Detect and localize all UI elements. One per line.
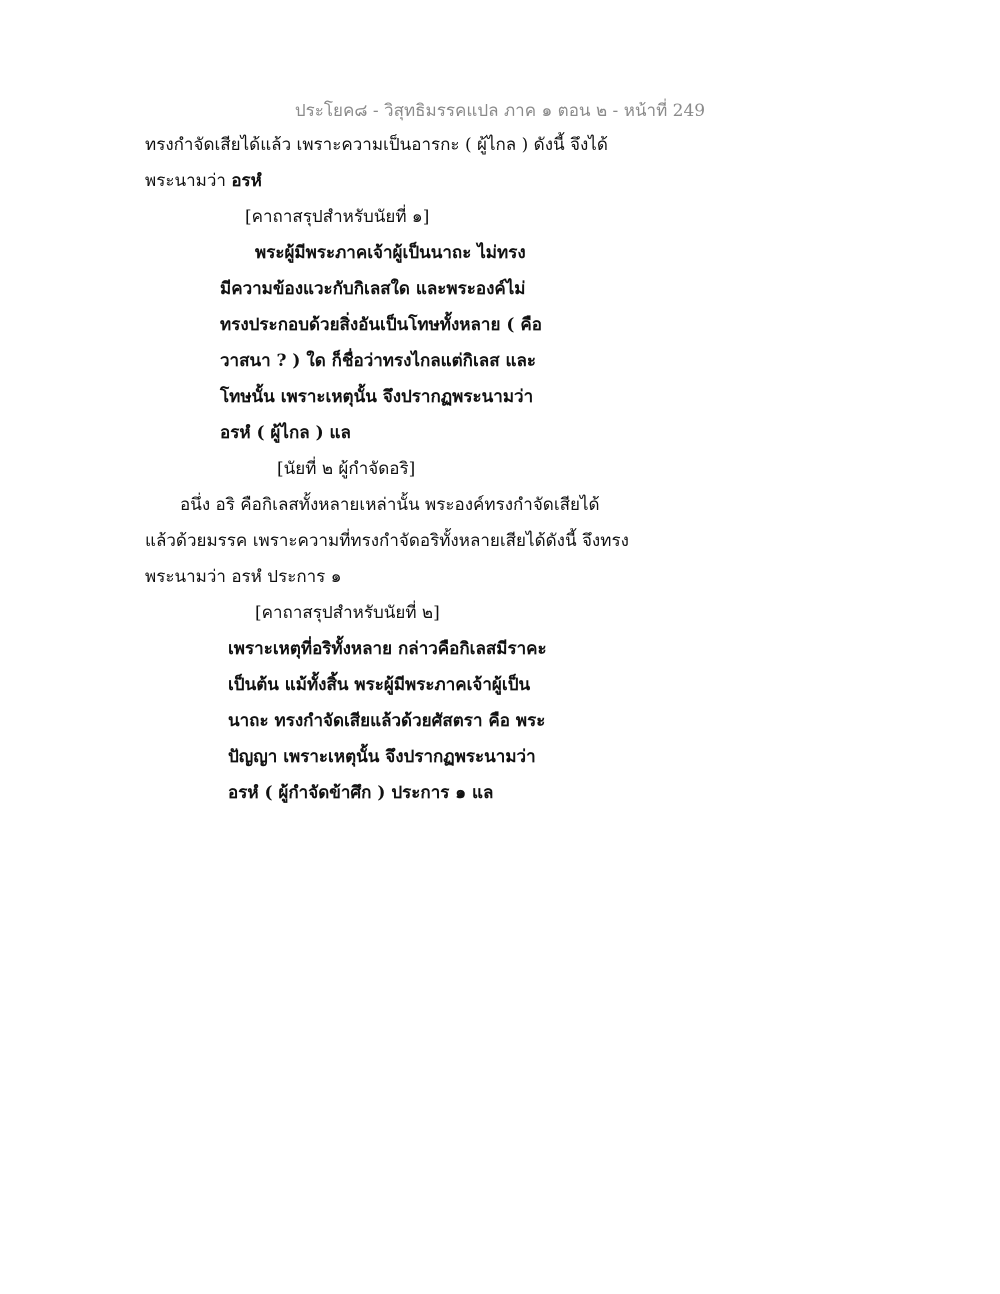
paragraph-line-2 bbox=[145, 166, 262, 196]
verse-line-1: พระผู้มีพระภาคเจ้าผู้เป็นนาถะ ไม่ทรง bbox=[255, 243, 526, 263]
arahan-term: อรหํ bbox=[231, 171, 262, 191]
paragraph-line-3: อนึ่ง อริ คือกิเลสทั้งหลายเหล่านั้น พระองค์ทรงกำจัดเสียได้ bbox=[180, 495, 600, 515]
paragraph-line-4: แล้วด้วยมรรค เพราะความที่ทรงกำจัดอริทั้งหลายเสียได้ดังนี้ จึงทรง bbox=[145, 531, 629, 551]
verse-line-4: วาสนา ? ) ใด ก็ชื่อว่าทรงไกลแต่กิเลส และ bbox=[220, 351, 537, 371]
verse-line-8: เป็นต้น แม้ทั้งสิ้น พระผู้มีพระภาคเจ้าผู้เป็น bbox=[228, 675, 531, 695]
page-header: ประโยค๘ - วิสุทธิมรรคแปล ภาค ๑ ตอน ๒ - หน้าที่ 249 bbox=[294, 101, 706, 121]
verse-line-6: อรหํ ( ผู้ไกล ) แล bbox=[220, 423, 351, 443]
verse-line-9: นาถะ ทรงกำจัดเสียแล้วด้วยศัสตรา คือ พระ bbox=[228, 711, 546, 731]
paragraph-line-1: ทรงกำจัดเสียได้แล้ว เพราะความเป็นอารกะ ( ผู้ไกล ) ดังนี้ จึงได้ bbox=[145, 135, 608, 155]
text-span: พระนามว่า bbox=[145, 171, 232, 191]
verse-line-7: เพราะเหตุที่อริทั้งหลาย กล่าวคือกิเลสมีราคะ bbox=[228, 639, 547, 659]
section-heading-2: [นัยที่ ๒ ผู้กำจัดอริ] bbox=[277, 459, 416, 479]
verse-line-2: มีความข้องแวะกับกิเลสใด และพระองค์ไม่ bbox=[220, 279, 526, 299]
verse-line-10: ปัญญา เพราะเหตุนั้น จึงปรากฏพระนามว่า bbox=[228, 747, 536, 767]
paragraph-line-5: พระนามว่า อรหํ ประการ ๑ bbox=[145, 567, 342, 587]
verse-heading-1: [คาถาสรุปสำหรับนัยที่ ๑] bbox=[245, 207, 430, 227]
verse-line-3: ทรงประกอบด้วยสิ่งอันเป็นโทษทั้งหลาย ( คือ bbox=[220, 315, 542, 335]
verse-line-11: อรหํ ( ผู้กำจัดข้าศึก ) ประการ ๑ แล bbox=[228, 783, 494, 803]
verse-heading-2: [คาถาสรุปสำหรับนัยที่ ๒] bbox=[255, 603, 440, 623]
verse-line-5: โทษนั้น เพราะเหตุนั้น จึงปรากฏพระนามว่า bbox=[220, 387, 534, 407]
